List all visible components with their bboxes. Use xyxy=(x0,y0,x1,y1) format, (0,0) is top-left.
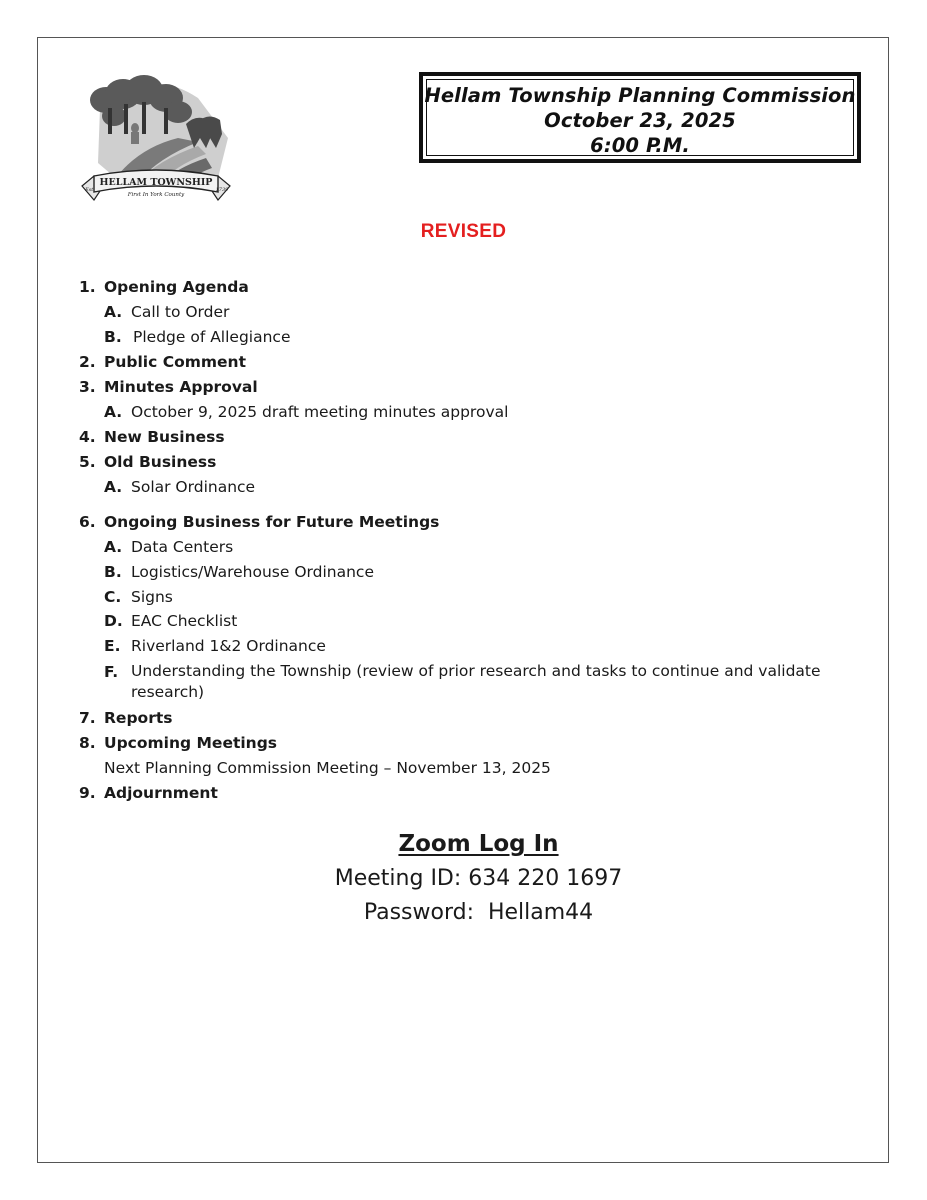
sub-item-text: Pledge of Allegiance xyxy=(133,328,291,346)
revised-label: REVISED xyxy=(420,221,507,242)
agenda-item-title: New Business xyxy=(104,428,225,446)
zoom-meeting-id: Meeting ID: 634 220 1697 xyxy=(334,866,623,891)
sub-item-text-wrapped: Understanding the Township (review of prior research and tasks to continue and validate research) xyxy=(131,662,821,701)
sub-item-text: Call to Order xyxy=(131,303,230,321)
sub-item-text: Riverland 1&2 Ordinance xyxy=(131,637,326,655)
agenda-item-title: Upcoming Meetings xyxy=(104,734,278,752)
agenda-item-title: Old Business xyxy=(104,453,217,471)
sub-item-text: Signs xyxy=(131,588,173,606)
logo-name: HELLAM TOWNSHIP xyxy=(99,177,213,188)
agenda-item-title: Ongoing Business for Future Meetings xyxy=(104,513,440,531)
agenda-item-number: 4. xyxy=(79,428,96,446)
sub-item-text: EAC Checklist xyxy=(131,612,238,630)
logo-est-right: 1739 xyxy=(215,187,229,193)
logo-est-left: Est. xyxy=(85,187,95,193)
sub-item-text: Data Centers xyxy=(131,538,234,556)
logo-tagline: First In York County xyxy=(127,192,185,198)
sub-item-text: Logistics/Warehouse Ordinance xyxy=(131,563,374,581)
sub-item-letter: D. xyxy=(104,612,123,630)
sub-item-letter: B. xyxy=(104,563,122,581)
agenda-item-number: 3. xyxy=(79,378,96,396)
sub-item-letter: C. xyxy=(104,588,122,606)
sub-item-letter: E. xyxy=(104,637,121,655)
agenda-item-number: 7. xyxy=(79,709,96,727)
sub-item-text: October 9, 2025 draft meeting minutes approval xyxy=(131,403,509,421)
sub-item-text: Solar Ordinance xyxy=(131,478,256,496)
meeting-time: 6:00 P.M. xyxy=(590,134,690,157)
sub-item-letter: F. xyxy=(104,663,119,681)
zoom-login-heading: Zoom Log In xyxy=(398,831,559,857)
sub-item-letter: A. xyxy=(104,303,123,321)
agenda-item-number: 1. xyxy=(79,278,96,296)
meeting-date: October 23, 2025 xyxy=(544,109,736,132)
sub-item-letter: B. xyxy=(104,328,122,346)
agenda-item-title: Adjournment xyxy=(104,784,218,802)
agenda-item-title: Reports xyxy=(104,709,173,727)
zoom-password: Password: Hellam44 xyxy=(363,900,594,925)
agenda-item-number: 9. xyxy=(79,784,96,802)
agenda-item-number: 8. xyxy=(79,734,96,752)
agenda-item-title: Public Comment xyxy=(104,353,246,371)
sub-item-letter: A. xyxy=(104,538,123,556)
agenda-item-title: Opening Agenda xyxy=(104,278,249,296)
agenda-item-number: 6. xyxy=(79,513,96,531)
agenda-item-title: Minutes Approval xyxy=(104,378,258,396)
next-meeting-note: Next Planning Commission Meeting – November 13, 2025 xyxy=(104,759,551,777)
sub-item-letter: A. xyxy=(104,478,123,496)
meeting-title: Hellam Township Planning Commission xyxy=(424,84,856,107)
agenda-item-number: 5. xyxy=(79,453,96,471)
sub-item-letter: A. xyxy=(104,403,123,421)
agenda-item-number: 2. xyxy=(79,353,96,371)
